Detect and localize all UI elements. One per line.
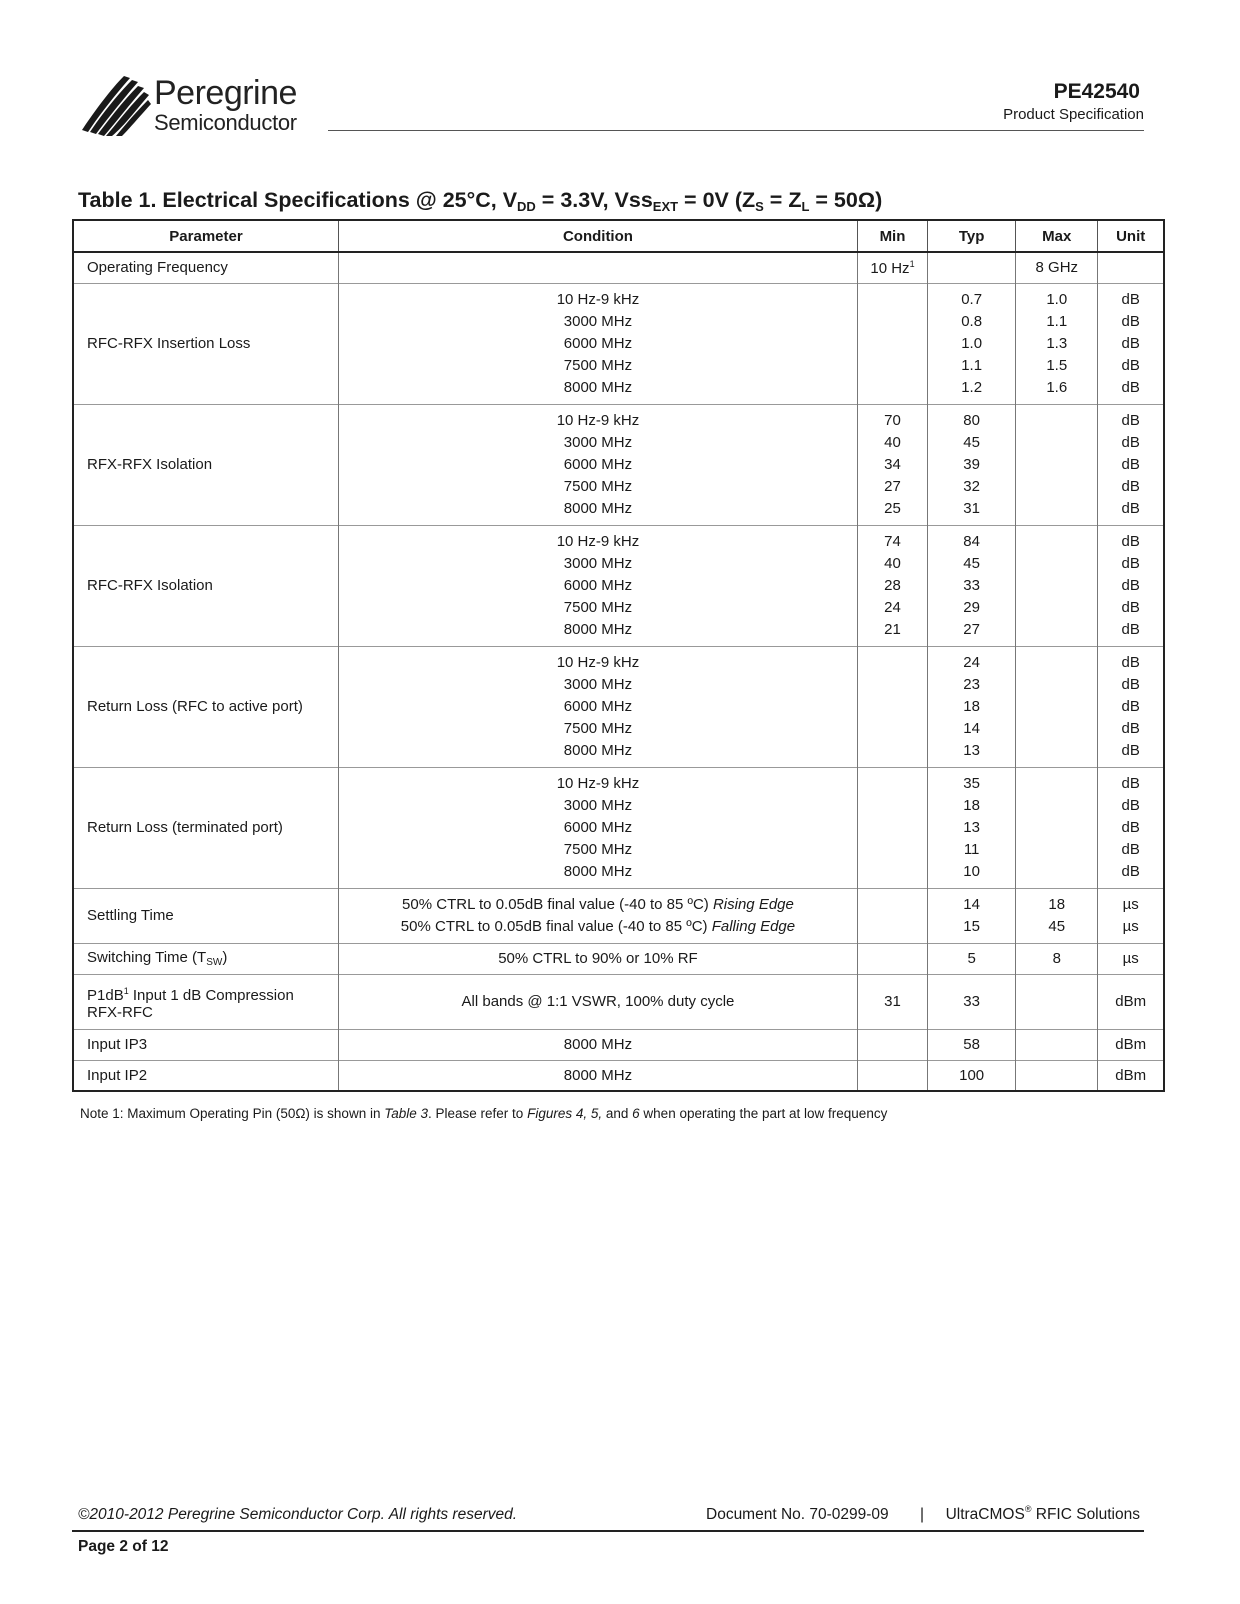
logo-subname: Semiconductor <box>154 110 297 135</box>
table-title: Table 1. Electrical Specifications @ 25°C, $V_{DD} = 3.3V$, Vss$_{EXT}$ = 0V $(Z_S = Z_L = 50\Omega)$ <box>78 188 883 214</box>
part-number: PE42540 <box>1053 80 1140 103</box>
table-row: RFX-RFX Isolation 10 Hz-9 kHz 3000 MHz 6000 MHz 7500 MHz 8000 MHz 70 40 34 27 25 80 45 39 32 31 dB dB dB dB dB <box>73 404 1164 525</box>
table-row: Return Loss (RFC to active port) 10 Hz-9 kHz 3000 MHz 6000 MHz 7500 MHz 8000 MHz 24 23 18 14 13 dB dB dB dB dB <box>73 646 1164 767</box>
table-row: Input IP3 8000 MHz 58 dBm <box>73 1029 1164 1060</box>
company-logo <box>80 72 297 136</box>
table-row: RFC-RFX Isolation 10 Hz-9 kHz 3000 MHz 6000 MHz 7500 MHz 8000 MHz 74 40 28 24 21 84 45 33 29 27 dB dB dB dB dB <box>73 525 1164 646</box>
table-row: Return Loss (terminated port) 10 Hz-9 kHz 3000 MHz 6000 MHz 7500 MHz 8000 MHz 35 18 13 11 10 dB dB dB dB dB <box>73 767 1164 888</box>
footer-rule <box>72 1530 1144 1532</box>
footer-brand: UltraCMOS® RFIC Solutions <box>945 1504 1140 1523</box>
peregrine-bird-icon <box>80 72 152 136</box>
table-row: Operating Frequency 10 Hz$^1$ 8 GHz <box>73 252 1164 283</box>
table-row: RFC-RFX Insertion Loss 10 Hz-9 kHz 3000 MHz 6000 MHz 7500 MHz 8000 MHz 0.7 0.8 1.0 1.1 1.2 1.0 1.1 1.3 1.5 1.6 dB dB dB dB dB <box>73 283 1164 404</box>
footer-copyright: ©2010-2012 Peregrine Semiconductor Corp. All rights reserved. <box>78 1506 518 1523</box>
header-rule <box>328 130 1144 131</box>
doc-type: Product Specification <box>1003 106 1144 123</box>
page-number: Page 2 of 12 <box>78 1538 169 1555</box>
table-row: $P1dB^1$ Input 1 dB Compression RFX-RFC All bands @ 1:1 VSWR, 100% duty cycle 31 33 dBm <box>73 974 1164 1029</box>
electrical-specs-table <box>72 219 1165 1092</box>
col-header-condition: Condition <box>338 220 857 252</box>
logo-name: Peregrine <box>154 74 297 112</box>
table-footnote: Note 1: Maximum Operating Pin (50Ω) is shown in Table 3. Please refer to Figures 4, 5, and 6 when operating the part at low frequency <box>80 1106 888 1121</box>
col-header-min: Min <box>857 220 927 252</box>
col-header-max: Max <box>1016 220 1098 252</box>
col-header-parameter: Parameter <box>73 220 338 252</box>
table-row: Input IP2 8000 MHz 100 dBm <box>73 1060 1164 1091</box>
table-row: Switching Time $(T_{SW})$ 50% CTRL to 90% or 10% RF 5 8 µs <box>73 943 1164 974</box>
col-header-unit: Unit <box>1098 220 1164 252</box>
col-header-typ: Typ <box>928 220 1016 252</box>
table-row: Settling Time 50% CTRL to 0.05dB final value (-40 to 85 ºC) Rising Edge 50% CTRL to 0.05dB final value (-40 to 85 ºC) Falling Edge 14 15 18 45 µs µs <box>73 888 1164 943</box>
footer-document-number: Document No. 70-0299-09 <box>706 1506 889 1523</box>
table-header-row <box>73 220 1164 252</box>
footer-separator: | <box>920 1506 925 1523</box>
